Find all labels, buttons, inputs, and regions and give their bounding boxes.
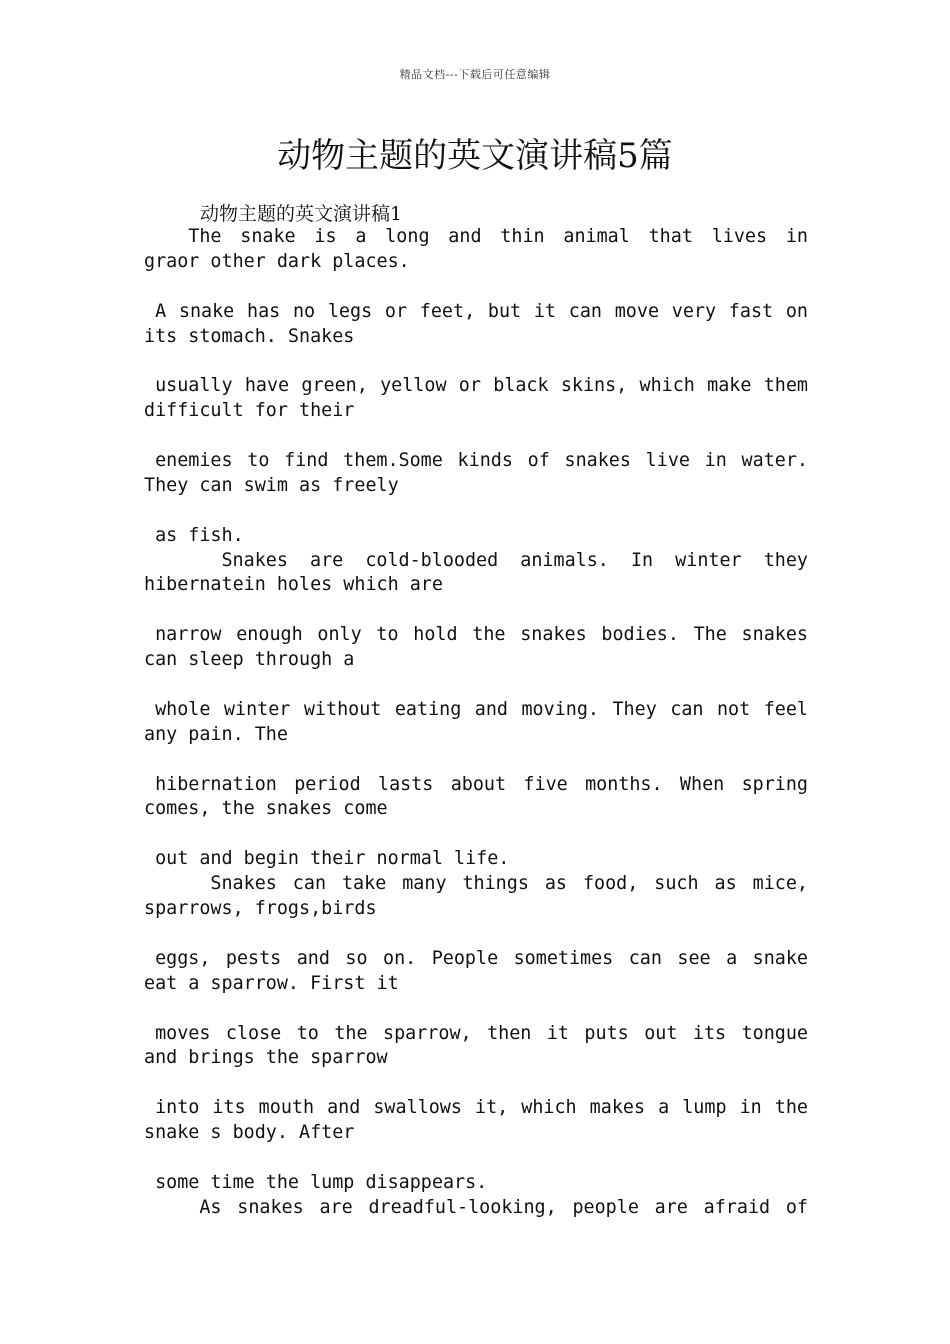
text-line: Snakes can take many things as food, such as mice, bbox=[210, 873, 808, 895]
text-line: The snake is a long and thin animal that lives in bbox=[188, 226, 808, 247]
text-line: A snake has no legs or feet, but it can move very fast on bbox=[155, 300, 808, 322]
text-line: whole winter without eating and moving. They can not feel bbox=[155, 698, 808, 720]
blank-line bbox=[144, 424, 808, 449]
text-line: can sleep through a bbox=[144, 649, 355, 671]
body-text bbox=[144, 225, 808, 1221]
text-line: sparrows, frogs,birds bbox=[144, 898, 377, 920]
blank-line bbox=[144, 673, 808, 698]
text-line: moves close to the sparrow, then it puts out its tongue bbox=[155, 1022, 808, 1044]
blank-line bbox=[144, 1146, 808, 1171]
text-line: graor other dark places. bbox=[144, 250, 410, 272]
text-line: some time the lump disappears. bbox=[144, 1171, 488, 1193]
document-title: 动物主题的英文演讲稿5篇 bbox=[277, 136, 673, 176]
text-line: As snakes are dreadful-looking, people are afraid of bbox=[199, 1196, 808, 1218]
text-line: They can swim as freely bbox=[144, 474, 399, 496]
text-line: hibernatein holes which are bbox=[144, 574, 443, 596]
text-line: comes, the snakes come bbox=[144, 798, 388, 820]
text-line: difficult for their bbox=[144, 400, 355, 422]
text-line: eggs, pests and so on. People sometimes can see a snake bbox=[155, 947, 808, 969]
text-line: Snakes are cold-blooded animals. In winter they bbox=[221, 549, 808, 571]
text-line: any pain. The bbox=[144, 723, 288, 745]
text-line: narrow enough only to hold the snakes bodies. The snakes bbox=[155, 624, 808, 646]
blank-line bbox=[144, 822, 808, 847]
text-line: snake s body. After bbox=[144, 1122, 355, 1144]
blank-line bbox=[144, 922, 808, 947]
text-line: and brings the sparrow bbox=[144, 1047, 388, 1069]
text-line: its stomach. Snakes bbox=[144, 325, 355, 347]
blank-line bbox=[144, 349, 808, 374]
header-note: 精品文档---下载后可任意编辑 bbox=[399, 68, 551, 81]
blank-line bbox=[144, 598, 808, 623]
text-line: eat a sparrow. First it bbox=[144, 972, 399, 994]
text-line: as fish. bbox=[144, 524, 244, 546]
text-line: hibernation period lasts about five months. When spring bbox=[155, 773, 808, 795]
section-heading: 动物主题的英文演讲稿1 bbox=[200, 203, 403, 225]
blank-line bbox=[144, 748, 808, 773]
blank-line bbox=[144, 499, 808, 524]
blank-line bbox=[144, 1071, 808, 1096]
blank-line bbox=[144, 275, 808, 300]
text-line: out and begin their normal life. bbox=[144, 848, 510, 870]
text-line: into its mouth and swallows it, which makes a lump in the bbox=[155, 1097, 808, 1119]
blank-line bbox=[144, 997, 808, 1022]
text-line: enemies to find them.Some kinds of snakes live in water. bbox=[155, 450, 808, 472]
text-line: usually have green, yellow or black skins, which make them bbox=[155, 375, 808, 397]
